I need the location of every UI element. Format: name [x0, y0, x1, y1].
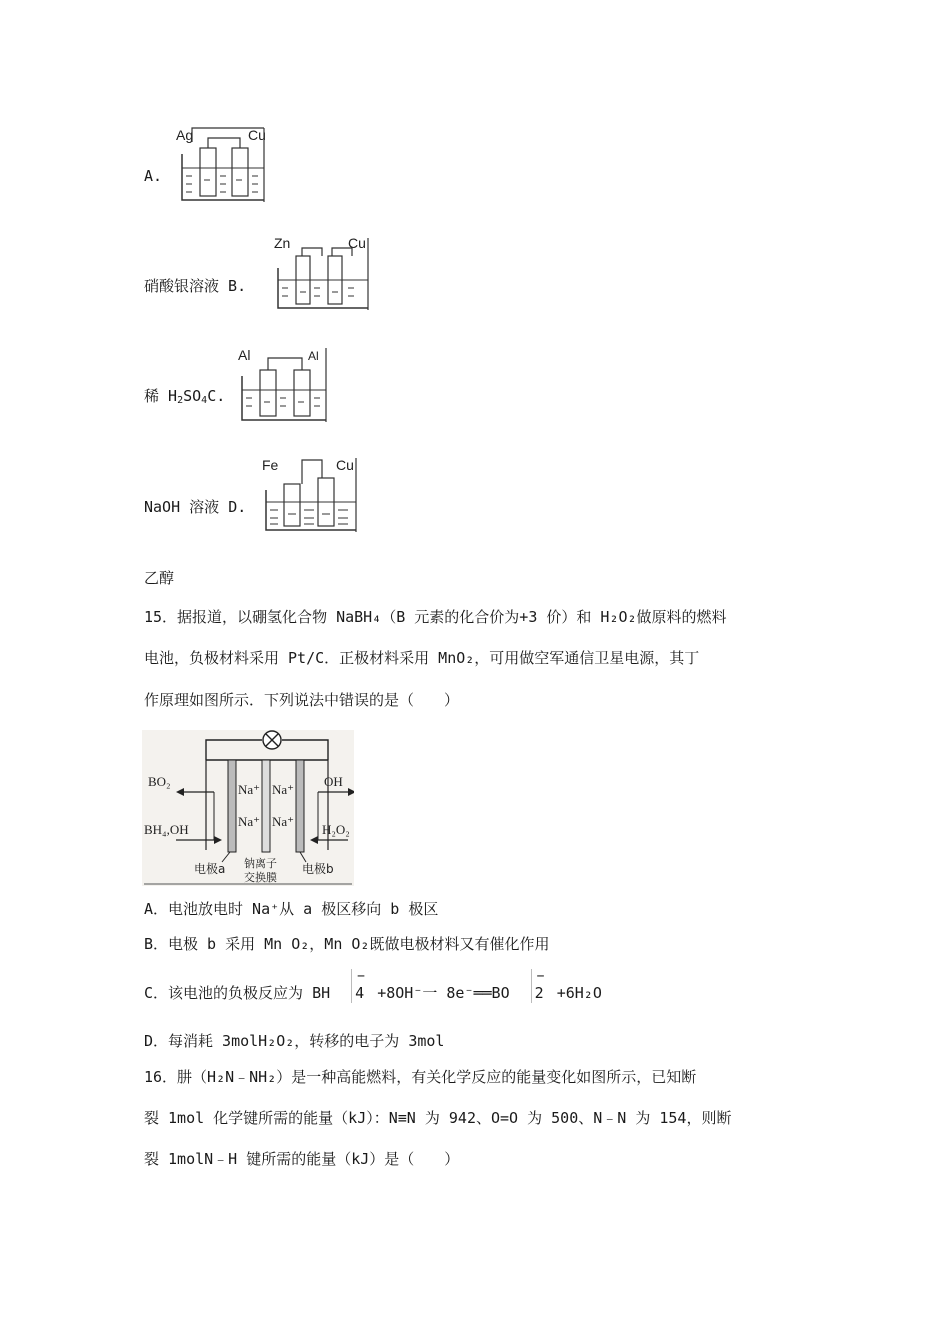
electrode-label-left: Ag	[176, 127, 194, 143]
electrode-label-left: Fe	[262, 457, 279, 473]
fuel-cell-diagram	[142, 730, 354, 886]
option-c-solution-a: 稀 H	[144, 387, 178, 405]
option-b-letter: B.	[228, 277, 247, 295]
electrode-label-left: Zn	[274, 235, 291, 251]
overbar-minus: −	[536, 969, 545, 984]
option-c-row	[144, 386, 225, 411]
ethanol-label: 乙醇	[144, 569, 175, 587]
q15-option-a: A．电池放电时 Na⁺从 a 极区移向 b 极区	[144, 900, 439, 918]
subscript: 2	[177, 395, 184, 406]
galvanic-cell-b-figure	[268, 232, 378, 314]
q15-option-c-part3: +6H₂O	[556, 984, 602, 1002]
electrode-label-left: Al	[238, 347, 251, 363]
membrane-label-2: 交换膜	[244, 871, 277, 884]
oh-label: OH	[324, 774, 343, 789]
q16-line-3: 裂 1molN﹣H 键所需的能量（kJ）是（ ）	[144, 1150, 460, 1168]
fraction-2	[534, 969, 545, 1003]
option-d-letter: D.	[228, 498, 247, 516]
subscript-4: 4	[355, 984, 365, 1002]
q15-line-3: 作原理如图所示．下列说法中错误的是（ ）	[144, 691, 460, 709]
electrode-label-right: Al	[308, 349, 319, 363]
na-ion-label: Na⁺	[238, 814, 261, 829]
q16-line-1: 16．肼（H₂N﹣NH₂）是一种高能燃料，有关化学反应的能量变化如图所示，已知断	[144, 1068, 697, 1086]
q15-line-2: 电池，负极材料采用 Pt/C．正极材料采用 MnO₂，可用做空军通信卫星电源，其丁	[144, 649, 700, 667]
galvanic-cell-c-figure	[232, 344, 332, 426]
option-d-row	[144, 497, 246, 517]
bo2-label: BO₂	[148, 774, 171, 789]
option-d-solution: NaOH 溶液	[144, 498, 220, 516]
option-c-letter: C.	[207, 387, 226, 405]
q15-line-1: 15．据报道，以硼氢化合物 NaBH₄（B 元素的化合价为+3 价）和 H₂O₂做原料的燃料	[144, 608, 727, 626]
galvanic-cell-a-figure	[172, 124, 272, 204]
option-a-letter: A.	[144, 167, 163, 185]
na-ion-label: Na⁺	[272, 814, 295, 829]
electrode-a-label: 电极a	[194, 862, 226, 876]
na-ion-label: Na⁺	[272, 782, 295, 797]
q15-option-c-part1: C．该电池的负极反应为 BH	[144, 984, 331, 1002]
q15-option-c	[144, 969, 602, 1003]
electrode-label-right: Cu	[248, 127, 266, 143]
option-c-solution-b: SO	[183, 387, 202, 405]
option-b-row	[144, 276, 246, 296]
na-ion-label: Na⁺	[238, 782, 261, 797]
subscript-2: 2	[534, 984, 544, 1002]
overbar-minus: −	[357, 969, 365, 984]
fraction-4	[355, 969, 365, 1003]
electrode-label-right: Cu	[348, 235, 366, 251]
option-b-solution: 硝酸银溶液	[144, 277, 220, 295]
subscript: 4	[201, 395, 208, 406]
bh4-oh-label: BH₄,OH	[144, 822, 189, 837]
q15-option-b: B．电极 b 采用 Mn O₂，Mn O₂既做电极材料又有催化作用	[144, 935, 550, 953]
electrode-label-right: Cu	[336, 457, 354, 473]
q16-line-2: 裂 1mol 化学键所需的能量（kJ）：N≡N 为 942、O=O 为 500、N﹣N 为 154，则断	[144, 1109, 732, 1127]
lamp-icon	[263, 731, 281, 749]
q15-option-c-part2: +8OH⁻一 8e⁻══BO	[377, 984, 510, 1002]
q15-option-d: D．每消耗 3molH₂O₂，转移的电子为 3mol	[144, 1032, 445, 1050]
electrode-b-label: 电极b	[302, 862, 334, 876]
h2o2-label: H₂O₂	[322, 822, 350, 837]
membrane-label-1: 钠离子	[244, 857, 277, 870]
galvanic-cell-d-figure	[256, 454, 362, 536]
